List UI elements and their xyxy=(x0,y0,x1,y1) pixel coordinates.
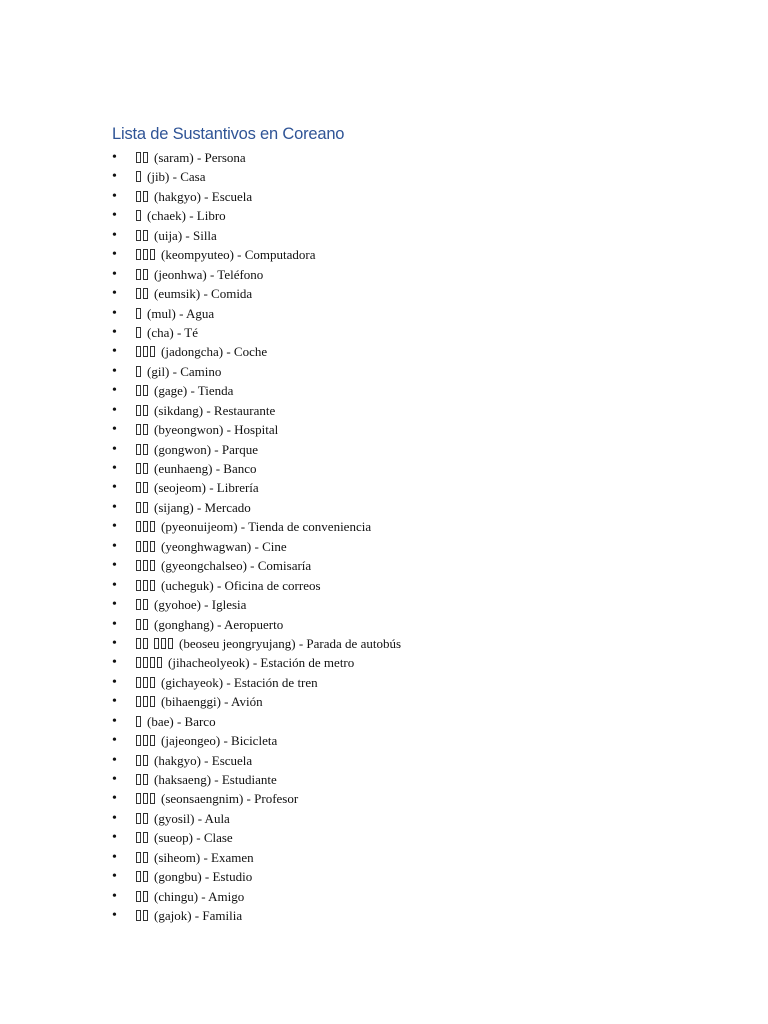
bullet-icon: • xyxy=(112,402,117,418)
list-item xyxy=(112,595,401,614)
noun-list xyxy=(112,148,401,926)
missing-glyph-box-icon xyxy=(136,444,141,455)
bullet-icon: • xyxy=(112,344,117,360)
item-text: (seojeom) - Librería xyxy=(154,480,259,496)
item-text: (uija) - Silla xyxy=(154,227,217,243)
missing-glyph-box-icon xyxy=(150,346,155,357)
missing-glyph-box-icon xyxy=(143,619,148,630)
missing-glyph-box-icon xyxy=(150,541,155,552)
missing-glyph-box-icon xyxy=(136,308,141,319)
korean-word xyxy=(136,712,143,731)
korean-word xyxy=(136,634,150,653)
item-text: (hakgyo) - Escuela xyxy=(154,752,253,768)
korean-word xyxy=(136,867,150,886)
korean-word xyxy=(136,615,150,634)
missing-glyph-box-icon xyxy=(143,755,148,766)
item-text: (gonghang) - Aeropuerto xyxy=(154,616,284,632)
item-text: (bihaenggi) - Avión xyxy=(161,694,263,710)
list-item xyxy=(112,537,401,556)
list-item xyxy=(112,459,401,478)
item-text: (sijang) - Mercado xyxy=(154,499,251,515)
korean-word xyxy=(136,304,143,323)
list-item xyxy=(112,556,401,575)
list-item xyxy=(112,576,401,595)
item-text: (gyohoe) - Iglesia xyxy=(154,597,247,613)
missing-glyph-box-icon xyxy=(143,502,148,513)
item-text: (mul) - Agua xyxy=(147,305,215,321)
missing-glyph-box-icon xyxy=(150,696,155,707)
bullet-icon: • xyxy=(112,849,117,865)
list-item xyxy=(112,167,401,186)
korean-word xyxy=(136,440,150,459)
item-text: (eumsik) - Comida xyxy=(154,286,253,302)
korean-word xyxy=(136,770,150,789)
missing-glyph-box-icon xyxy=(143,521,148,532)
list-item xyxy=(112,245,401,264)
missing-glyph-box-icon xyxy=(161,638,166,649)
korean-word xyxy=(136,420,150,439)
bullet-icon: • xyxy=(112,188,117,204)
missing-glyph-box-icon xyxy=(136,891,141,902)
missing-glyph-box-icon xyxy=(143,482,148,493)
korean-word xyxy=(136,692,157,711)
missing-glyph-box-icon xyxy=(168,638,173,649)
item-text: (bae) - Barco xyxy=(147,713,216,729)
missing-glyph-box-icon xyxy=(136,424,141,435)
missing-glyph-box-icon xyxy=(136,288,141,299)
missing-glyph-box-icon xyxy=(143,541,148,552)
missing-glyph-box-icon xyxy=(136,541,141,552)
list-item xyxy=(112,323,401,342)
bullet-icon: • xyxy=(112,441,117,457)
item-text: (jib) - Casa xyxy=(147,169,206,185)
missing-glyph-box-icon xyxy=(136,580,141,591)
bullet-icon: • xyxy=(112,499,117,515)
korean-word xyxy=(136,653,164,672)
korean-word xyxy=(136,517,157,536)
missing-glyph-box-icon xyxy=(136,385,141,396)
bullet-icon: • xyxy=(112,538,117,554)
missing-glyph-box-icon xyxy=(136,502,141,513)
bullet-icon: • xyxy=(112,383,117,399)
item-text: (jajeongeo) - Bicicleta xyxy=(161,733,278,749)
bullet-icon: • xyxy=(112,305,117,321)
bullet-icon: • xyxy=(112,597,117,613)
missing-glyph-box-icon xyxy=(136,832,141,843)
item-text: (gichayeok) - Estación de tren xyxy=(161,674,318,690)
list-item xyxy=(112,751,401,770)
list-item xyxy=(112,828,401,847)
bullet-icon: • xyxy=(112,480,117,496)
bullet-icon: • xyxy=(112,247,117,263)
missing-glyph-box-icon xyxy=(143,249,148,260)
korean-word xyxy=(136,206,143,225)
missing-glyph-box-icon xyxy=(143,288,148,299)
bullet-icon: • xyxy=(112,169,117,185)
missing-glyph-box-icon xyxy=(136,249,141,260)
missing-glyph-box-icon xyxy=(136,716,141,727)
korean-word xyxy=(136,342,157,361)
item-text: (siheom) - Examen xyxy=(154,849,254,865)
bullet-icon: • xyxy=(112,616,117,632)
item-text: (cha) - Té xyxy=(147,324,199,340)
item-text: (gyeongchalseo) - Comisaría xyxy=(161,558,312,574)
missing-glyph-box-icon xyxy=(143,793,148,804)
bullet-icon: • xyxy=(112,655,117,671)
bullet-icon: • xyxy=(112,635,117,651)
missing-glyph-box-icon xyxy=(150,677,155,688)
korean-word xyxy=(136,498,150,517)
list-item xyxy=(112,789,401,808)
list-item xyxy=(112,440,401,459)
bullet-icon: • xyxy=(112,363,117,379)
list-item xyxy=(112,226,401,245)
list-item xyxy=(112,148,401,167)
missing-glyph-box-icon xyxy=(136,269,141,280)
missing-glyph-box-icon xyxy=(136,366,141,377)
bullet-icon: • xyxy=(112,810,117,826)
bullet-icon: • xyxy=(112,150,117,165)
korean-word xyxy=(136,537,157,556)
missing-glyph-box-icon xyxy=(150,735,155,746)
missing-glyph-box-icon xyxy=(154,638,159,649)
missing-glyph-box-icon xyxy=(143,891,148,902)
missing-glyph-box-icon xyxy=(143,191,148,202)
korean-word xyxy=(136,284,150,303)
korean-word xyxy=(136,828,150,847)
missing-glyph-box-icon xyxy=(136,230,141,241)
missing-glyph-box-icon xyxy=(136,677,141,688)
item-text: (ucheguk) - Oficina de correos xyxy=(161,577,321,593)
missing-glyph-box-icon xyxy=(143,463,148,474)
missing-glyph-box-icon xyxy=(136,171,141,182)
item-text: (byeongwon) - Hospital xyxy=(154,422,279,438)
missing-glyph-box-icon xyxy=(136,599,141,610)
bullet-icon: • xyxy=(112,227,117,243)
korean-word-second xyxy=(154,634,175,653)
korean-word xyxy=(136,789,157,808)
list-item xyxy=(112,284,401,303)
item-text: (pyeonuijeom) - Tienda de conveniencia xyxy=(161,519,372,535)
missing-glyph-box-icon xyxy=(143,871,148,882)
korean-word xyxy=(136,556,157,575)
missing-glyph-box-icon xyxy=(150,793,155,804)
missing-glyph-box-icon xyxy=(136,482,141,493)
missing-glyph-box-icon xyxy=(143,230,148,241)
missing-glyph-box-icon xyxy=(136,735,141,746)
bullet-icon: • xyxy=(112,461,117,476)
missing-glyph-box-icon xyxy=(150,560,155,571)
korean-word xyxy=(136,187,150,206)
list-item xyxy=(112,498,401,517)
list-item xyxy=(112,634,401,653)
missing-glyph-box-icon xyxy=(136,405,141,416)
missing-glyph-box-icon xyxy=(150,249,155,260)
bullet-icon: • xyxy=(112,577,117,593)
item-text: (gage) - Tienda xyxy=(154,383,234,399)
missing-glyph-box-icon xyxy=(143,852,148,863)
bullet-icon: • xyxy=(112,324,117,340)
missing-glyph-box-icon xyxy=(143,735,148,746)
korean-word xyxy=(136,167,143,186)
item-text: (gil) - Camino xyxy=(147,363,222,379)
missing-glyph-box-icon xyxy=(143,405,148,416)
item-text: (sikdang) - Restaurante xyxy=(154,402,276,418)
bullet-icon: • xyxy=(112,830,117,846)
missing-glyph-box-icon xyxy=(143,638,148,649)
item-text: (sueop) - Clase xyxy=(154,830,233,846)
list-item xyxy=(112,342,401,361)
missing-glyph-box-icon xyxy=(136,560,141,571)
bullet-icon: • xyxy=(112,674,117,690)
missing-glyph-box-icon xyxy=(136,521,141,532)
missing-glyph-box-icon xyxy=(136,152,141,163)
item-text: (chingu) - Amigo xyxy=(154,888,245,904)
korean-word xyxy=(136,381,150,400)
missing-glyph-box-icon xyxy=(143,580,148,591)
bullet-icon: • xyxy=(112,286,117,302)
missing-glyph-box-icon xyxy=(143,910,148,921)
missing-glyph-box-icon xyxy=(136,463,141,474)
list-item xyxy=(112,265,401,284)
list-item xyxy=(112,381,401,400)
list-item xyxy=(112,712,401,731)
korean-word xyxy=(136,576,157,595)
korean-word xyxy=(136,887,150,906)
bullet-icon: • xyxy=(112,752,117,768)
missing-glyph-box-icon xyxy=(136,346,141,357)
korean-word xyxy=(136,731,157,750)
missing-glyph-box-icon xyxy=(143,657,148,668)
missing-glyph-box-icon xyxy=(136,210,141,221)
list-item xyxy=(112,206,401,225)
korean-word xyxy=(136,595,150,614)
list-item xyxy=(112,731,401,750)
list-item xyxy=(112,692,401,711)
missing-glyph-box-icon xyxy=(143,560,148,571)
korean-word xyxy=(136,148,150,167)
list-item xyxy=(112,653,401,672)
item-text: (hakgyo) - Escuela xyxy=(154,188,253,204)
korean-word xyxy=(136,265,150,284)
missing-glyph-box-icon xyxy=(150,521,155,532)
list-item xyxy=(112,867,401,886)
korean-word xyxy=(136,226,150,245)
bullet-icon: • xyxy=(112,869,117,885)
list-item xyxy=(112,770,401,789)
bullet-icon: • xyxy=(112,208,117,224)
korean-word xyxy=(136,459,150,478)
missing-glyph-box-icon xyxy=(150,657,155,668)
list-item xyxy=(112,517,401,536)
bullet-icon: • xyxy=(112,888,117,904)
list-item xyxy=(112,848,401,867)
missing-glyph-box-icon xyxy=(143,696,148,707)
missing-glyph-box-icon xyxy=(143,346,148,357)
missing-glyph-box-icon xyxy=(143,599,148,610)
korean-word xyxy=(136,848,150,867)
item-text: (haksaeng) - Estudiante xyxy=(154,772,277,787)
missing-glyph-box-icon xyxy=(150,580,155,591)
item-text: (eunhaeng) - Banco xyxy=(154,461,257,476)
item-text: (gyosil) - Aula xyxy=(154,810,230,826)
missing-glyph-box-icon xyxy=(143,152,148,163)
item-text: (gongbu) - Estudio xyxy=(154,869,253,885)
missing-glyph-box-icon xyxy=(143,444,148,455)
missing-glyph-box-icon xyxy=(136,619,141,630)
list-item xyxy=(112,304,401,323)
korean-word xyxy=(136,323,143,342)
missing-glyph-box-icon xyxy=(136,774,141,785)
missing-glyph-box-icon xyxy=(136,327,141,338)
item-text: (saram) - Persona xyxy=(154,150,246,165)
missing-glyph-box-icon xyxy=(136,813,141,824)
bullet-icon: • xyxy=(112,791,117,807)
missing-glyph-box-icon xyxy=(136,871,141,882)
missing-glyph-box-icon xyxy=(136,852,141,863)
bullet-icon: • xyxy=(112,733,117,749)
missing-glyph-box-icon xyxy=(143,385,148,396)
item-text: (seonsaengnim) - Profesor xyxy=(161,791,299,807)
missing-glyph-box-icon xyxy=(143,774,148,785)
list-item xyxy=(112,362,401,381)
item-text: (gongwon) - Parque xyxy=(154,441,258,457)
item-text: (yeonghwagwan) - Cine xyxy=(161,538,287,554)
missing-glyph-box-icon xyxy=(157,657,162,668)
bullet-icon: • xyxy=(112,422,117,438)
bullet-icon: • xyxy=(112,519,117,535)
list-item xyxy=(112,887,401,906)
missing-glyph-box-icon xyxy=(136,696,141,707)
korean-word xyxy=(136,245,157,264)
korean-word xyxy=(136,809,150,828)
list-item xyxy=(112,615,401,634)
korean-word xyxy=(136,906,150,925)
list-item xyxy=(112,673,401,692)
bullet-icon: • xyxy=(112,908,117,924)
item-text: (chaek) - Libro xyxy=(147,208,226,224)
korean-word xyxy=(136,401,150,420)
korean-word xyxy=(136,478,150,497)
missing-glyph-box-icon xyxy=(143,677,148,688)
document-title: Lista de Sustantivos en Coreano xyxy=(112,125,345,143)
korean-word xyxy=(136,751,150,770)
list-item xyxy=(112,478,401,497)
list-item xyxy=(112,906,401,925)
missing-glyph-box-icon xyxy=(136,191,141,202)
missing-glyph-box-icon xyxy=(136,755,141,766)
missing-glyph-box-icon xyxy=(136,910,141,921)
item-text: (beoseu jeongryujang) - Parada de autobús xyxy=(179,635,402,651)
item-text: (gajok) - Familia xyxy=(154,908,243,924)
item-text: (jadongcha) - Coche xyxy=(161,344,268,360)
missing-glyph-box-icon xyxy=(143,269,148,280)
missing-glyph-box-icon xyxy=(136,793,141,804)
missing-glyph-box-icon xyxy=(136,638,141,649)
bullet-icon: • xyxy=(112,558,117,574)
list-item xyxy=(112,187,401,206)
list-item xyxy=(112,809,401,828)
missing-glyph-box-icon xyxy=(143,424,148,435)
missing-glyph-box-icon xyxy=(143,832,148,843)
missing-glyph-box-icon xyxy=(143,813,148,824)
bullet-icon: • xyxy=(112,713,117,729)
list-item xyxy=(112,401,401,420)
bullet-icon: • xyxy=(112,266,117,282)
list-item xyxy=(112,420,401,439)
item-text: (jihacheolyeok) - Estación de metro xyxy=(168,655,355,671)
item-text: (jeonhwa) - Teléfono xyxy=(154,266,264,282)
bullet-icon: • xyxy=(112,772,117,787)
missing-glyph-box-icon xyxy=(136,657,141,668)
korean-word xyxy=(136,673,157,692)
korean-word xyxy=(136,362,143,381)
bullet-icon: • xyxy=(112,694,117,710)
item-text: (keompyuteo) - Computadora xyxy=(161,247,316,263)
